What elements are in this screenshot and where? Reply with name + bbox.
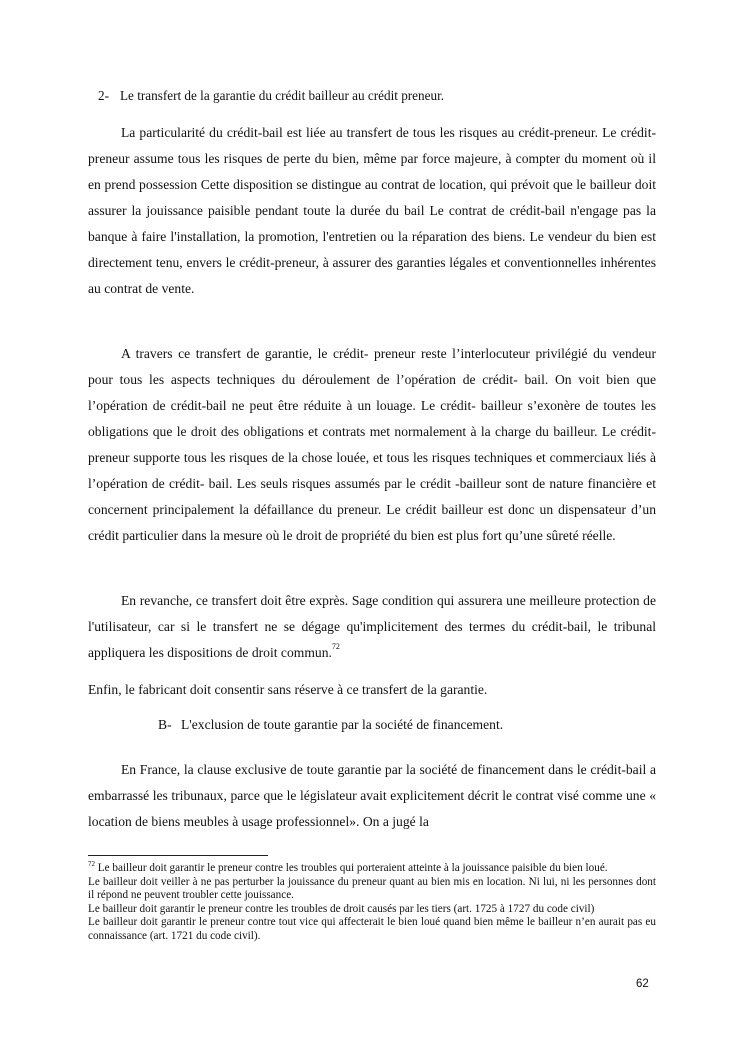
paragraph-3 [88,588,656,666]
section-heading-2 [98,87,444,105]
footnote-line: $^{72}$ Le bailleur doit garantir le preneur contre les troubles qui porteraient atteinte à la jouissance paisible du bien loué. [88,860,608,874]
paragraph-4: Enfin, le fabricant doit consentir sans réserve à ce transfert de la garantie. [88,682,488,697]
section-title: L'exclusion de toute garantie par la société de financement. [181,717,504,732]
section-letter: B- [158,717,172,732]
paragraph-3-text: En revanche, ce transfert doit être exprès. Sage condition qui assurera une meilleure protection de l'utilisateur, car si le transfert ne se dégage qu'implicitement des termes du crédit-bail, le tribunal appliquera les dispositions de droit commun. [88,593,656,660]
section-title: Le transfert de la garantie du crédit bailleur au crédit preneur. [120,88,445,103]
paragraph-1: La particularité du crédit-bail est liée au transfert de tous les risques au crédit-preneur. Le crédit-preneur assume tous les risques de perte du bien, même par force majeure, à compter du moment où il en prend possession Cette disposition se distingue au contrat de location, qui prévoit que le bailleur doit assurer la jouissance paisible pendant toute la durée du bail Le contrat de crédit-bail n'engage pas la banque à faire l'installation, la promotion, l'entretien ou la réparation des biens. Le vendeur du bien est directement tenu, envers le crédit-preneur, à assurer des garanties légales et conventionnelles inhérentes au contrat de vente. [88,125,656,296]
section-heading-b [158,716,503,734]
page-number: 62 [636,978,649,990]
footnote-72 [88,862,656,943]
section-number: 2- [98,88,109,103]
footnote-line: Le bailleur doit garantir le preneur contre les troubles de droit causés par les tiers (art. 1725 à 1727 du code civil) [88,902,595,915]
footnote-line: Le bailleur doit veiller à ne pas perturber la jouissance du preneur quant au bien mis en location. Ni lui, ni les personnes dont il répond ne peuvent troubler cette jouissance. [88,875,656,901]
paragraph-2: A travers ce transfert de garantie, le crédit- preneur reste l’interlocuteur privilégié du vendeur pour tous les aspects techniques du déroulement de l’opération de crédit- bail. On voit bien que l’opération de crédit-bail ne peut être réduite à un louage. Le crédit- bailleur s’exonère de toutes les obligations que le droit des obligations et contrats met normalement à la charge du bailleur. Le crédit- preneur supporte tous les risques de la chose louée, et tous les risques techniques et commerciaux liés à l’opération de crédit- bail. Les seuls risques assumés par le crédit -bailleur sont de nature financière et concernent principalement la défaillance du preneur. Le crédit bailleur est donc un dispensateur d’un crédit particulier dans la mesure où le droit de propriété du bien est plus fort qu’une sûreté réelle. [88,346,656,543]
paragraph-5: En France, la clause exclusive de toute garantie par la société de financement dans le crédit-bail a embarrassé les tribunaux, parce que le législateur avait explicitement décrit le contrat visé comme une « location de biens meubles à usage professionnel». On a jugé la [88,762,656,829]
footnote-separator [88,855,268,856]
footnote-reference[interactable]: 72 [331,642,340,651]
footnote-number: 72 [88,860,95,868]
footnote-line: Le bailleur doit garantir le preneur contre tout vice qui affecterait le bien loué quand bien même le bailleur n’en aurait pas eu connaissance (art. 1721 du code civil). [88,916,656,942]
